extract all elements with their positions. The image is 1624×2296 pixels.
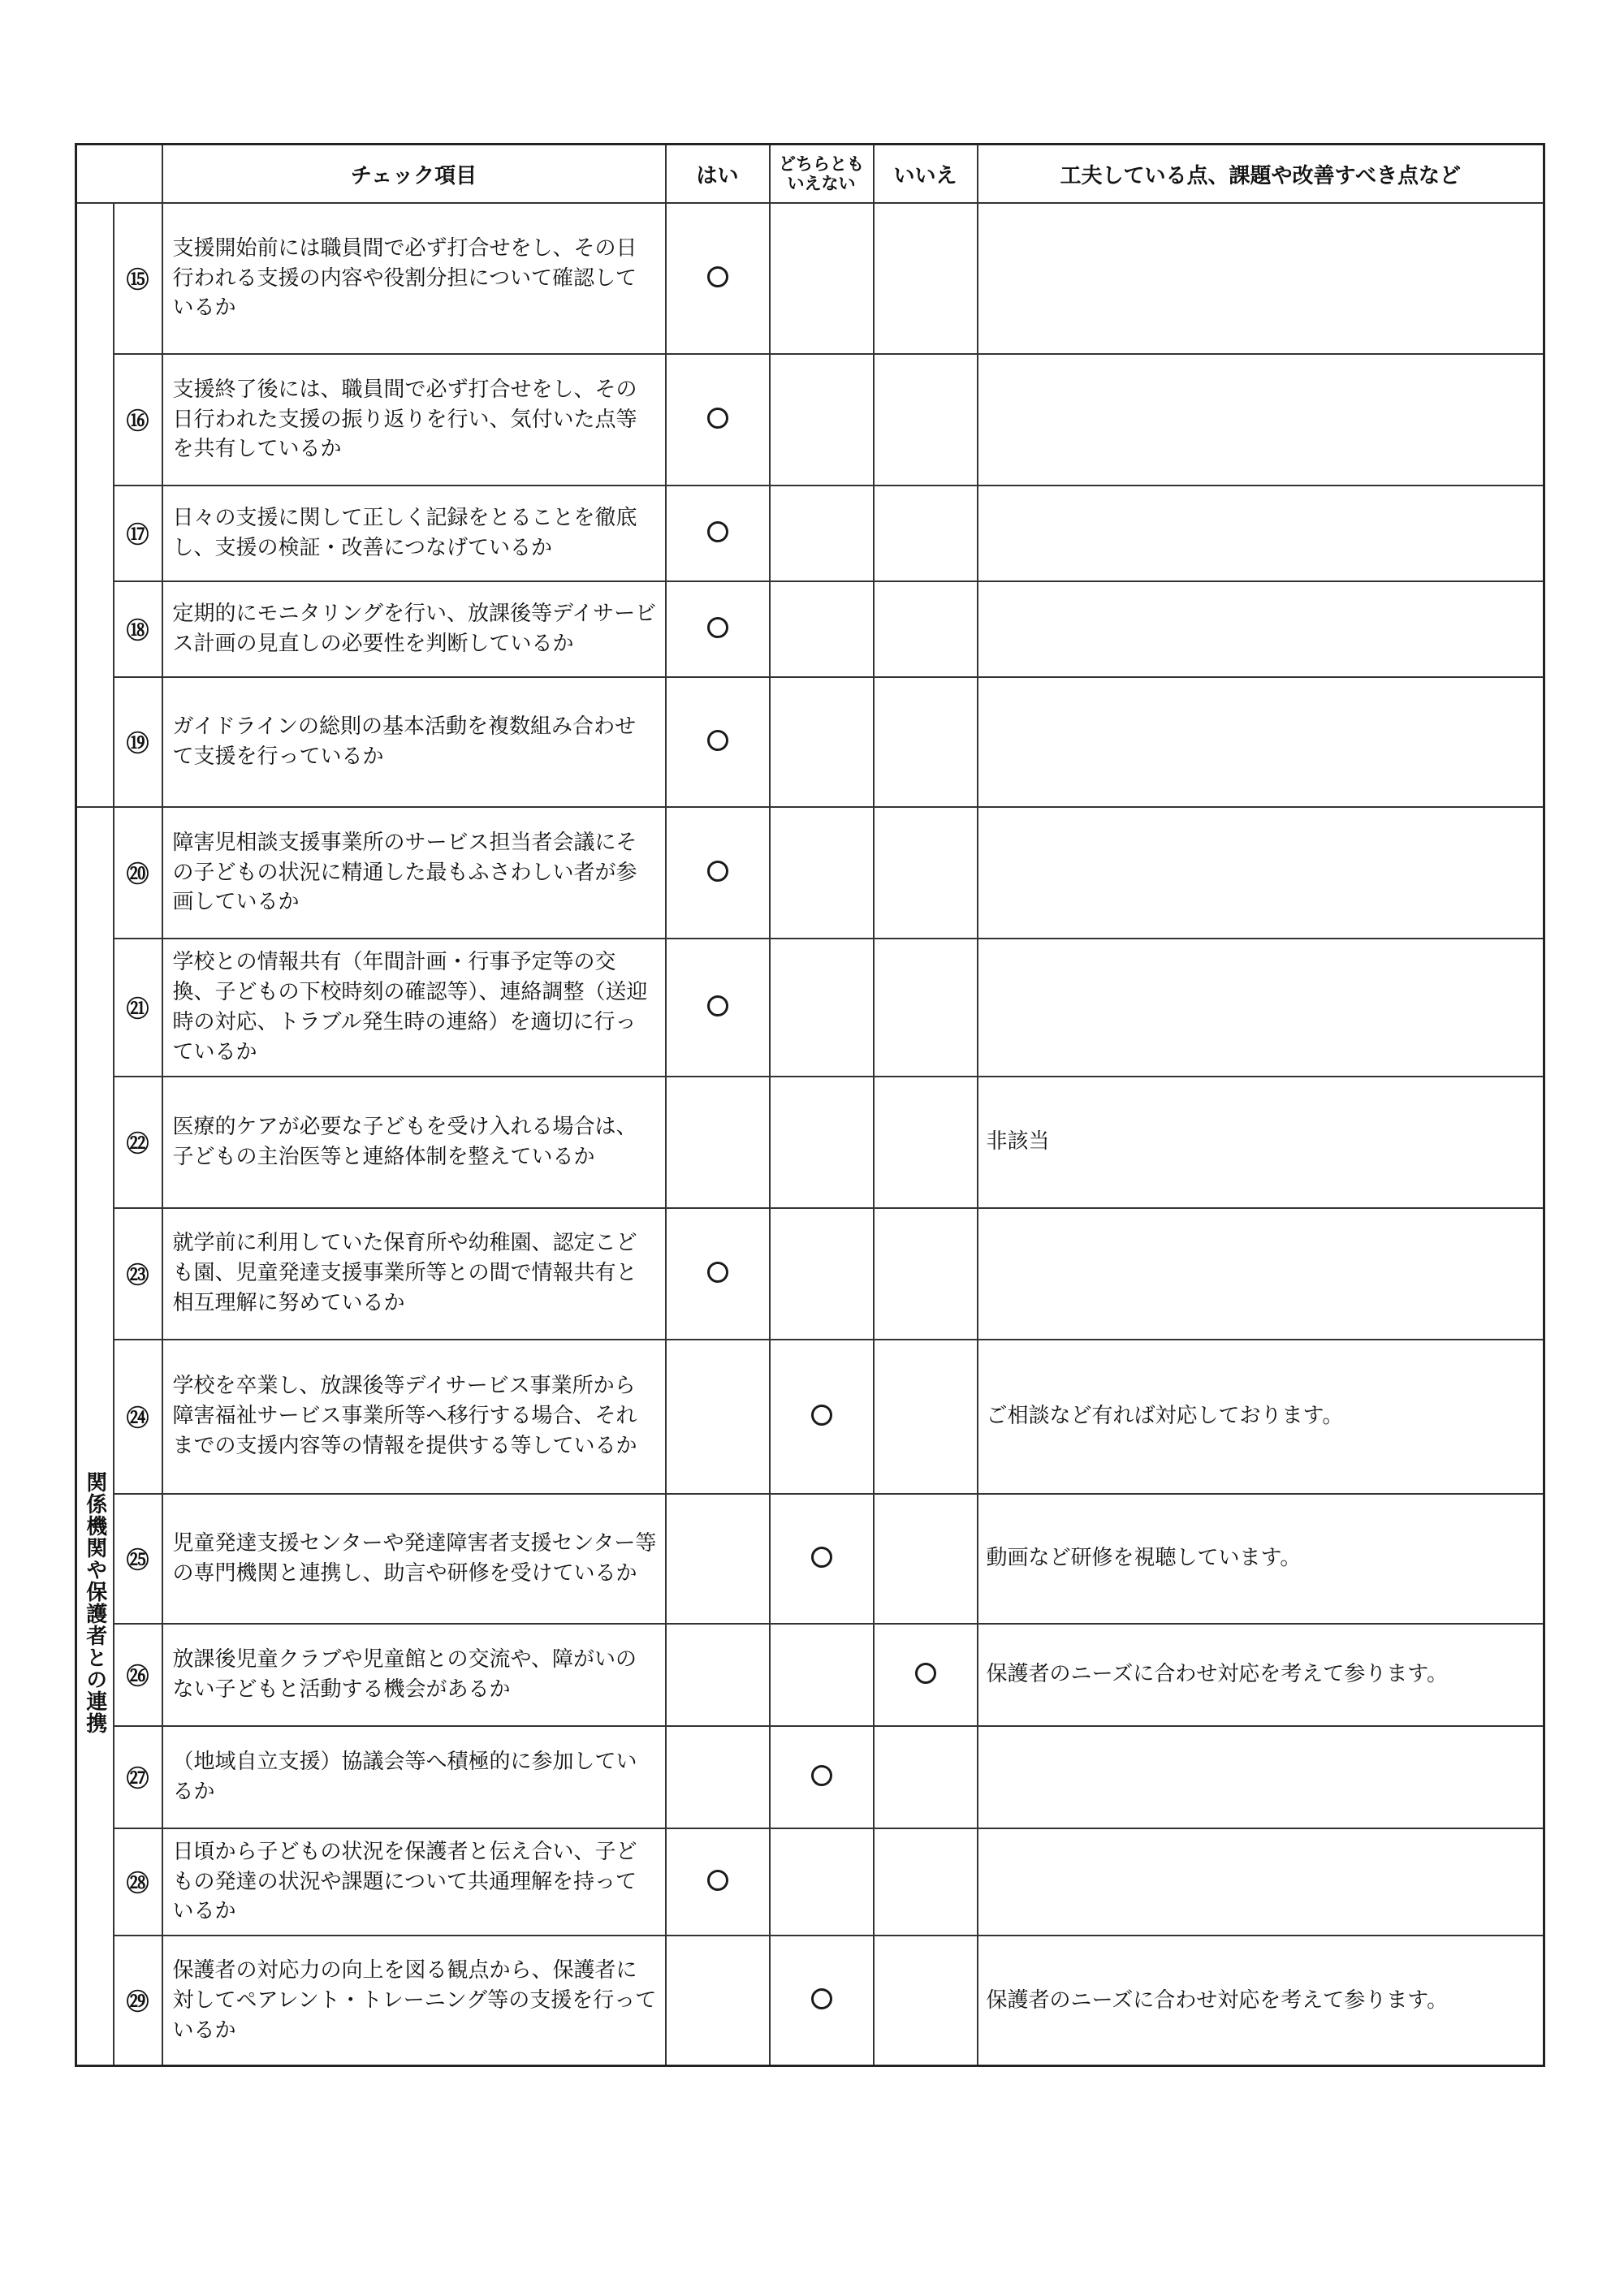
circle-mark-icon [915,1663,936,1684]
item-number: ㉓ [114,1208,162,1340]
comment-cell: 非該当 [978,1077,1544,1208]
answer-neutral-cell [770,203,874,354]
circle-mark-icon [707,730,728,751]
item-number: ⑰ [114,486,162,581]
item-text: 医療的ケアが必要な子どもを受け入れる場合は、子どもの主治医等と連絡体制を整えているか [162,1077,666,1208]
table-row [76,677,1544,807]
item-number: ㉖ [114,1624,162,1726]
table-row [76,1936,1544,2065]
checklist-table [75,143,1545,2067]
answer-neutral-cell [770,677,874,807]
header-blank-cell [76,145,162,204]
header-no: いいえ [874,145,978,204]
answer-no-cell [874,1828,978,1936]
item-text: ガイドラインの総則の基本活動を複数組み合わせて支援を行っているか [162,677,666,807]
item-text: 児童発達支援センターや発達障害者支援センター等の専門機関と連携し、助言や研修を受けているか [162,1494,666,1624]
answer-no-cell [874,354,978,486]
table-row [76,1340,1544,1494]
answer-no-cell [874,1077,978,1208]
answer-no-cell [874,1340,978,1494]
item-number: ㉙ [114,1936,162,2065]
table-row [76,1077,1544,1208]
header-comment: 工夫している点、課題や改善すべき点など [978,145,1544,204]
item-number: ⑯ [114,354,162,486]
table-row [76,1624,1544,1726]
item-text: （地域自立支援）協議会等へ積極的に参加しているか [162,1726,666,1828]
answer-no-cell [874,1936,978,2065]
item-number: ㉗ [114,1726,162,1828]
section-cell [76,203,114,807]
answer-no-cell [874,1494,978,1624]
circle-mark-icon [707,521,728,542]
item-text: 学校との情報共有（年間計画・行事予定等の交換、子どもの下校時刻の確認等）、連絡調整（送迎時の対応、トラブル発生時の連絡）を適切に行っているか [162,939,666,1077]
item-text: 放課後児童クラブや児童館との交流や、障がいのない子どもと活動する機会があるか [162,1624,666,1726]
table-row [76,939,1544,1077]
answer-neutral-cell [770,1494,874,1624]
item-text: 学校を卒業し、放課後等デイサービス事業所から障害福祉サービス事業所等へ移行する場合、それまでの支援内容等の情報を提供する等しているか [162,1340,666,1494]
table-row [76,1208,1544,1340]
comment-cell: 保護者のニーズに合わせ対応を考えて参ります。 [978,1624,1544,1726]
answer-yes-cell [666,677,770,807]
table-row [76,807,1544,939]
table-row [76,203,1544,354]
item-number: ⑳ [114,807,162,939]
item-number: ㉑ [114,939,162,1077]
table-body [76,203,1544,2065]
comment-cell [978,354,1544,486]
comment-cell: 動画など研修を視聴しています。 [978,1494,1544,1624]
item-text: 日頃から子どもの状況を保護者と伝え合い、子どもの発達の状況や課題について共通理解を持っているか [162,1828,666,1936]
answer-yes-cell [666,1077,770,1208]
item-text: 日々の支援に関して正しく記録をとることを徹底し、支援の検証・改善につなげているか [162,486,666,581]
table-row [76,354,1544,486]
answer-neutral-cell [770,486,874,581]
comment-cell [978,486,1544,581]
item-number: ㉒ [114,1077,162,1208]
circle-mark-icon [707,1262,728,1283]
comment-cell [978,939,1544,1077]
answer-neutral-cell [770,1726,874,1828]
answer-yes-cell [666,203,770,354]
comment-cell [978,807,1544,939]
answer-neutral-cell [770,581,874,677]
answer-yes-cell [666,1624,770,1726]
circle-mark-icon [707,266,728,287]
item-text: 支援開始前には職員間で必ず打合せをし、その日行われる支援の内容や役割分担について確認しているか [162,203,666,354]
answer-neutral-cell [770,1077,874,1208]
comment-cell [978,203,1544,354]
circle-mark-icon [811,1765,832,1786]
answer-yes-cell [666,1828,770,1936]
item-number: ㉔ [114,1340,162,1494]
item-number: ㉘ [114,1828,162,1936]
answer-yes-cell [666,581,770,677]
comment-cell [978,1726,1544,1828]
answer-neutral-cell [770,1340,874,1494]
answer-yes-cell [666,1726,770,1828]
answer-no-cell [874,1208,978,1340]
answer-yes-cell [666,1340,770,1494]
answer-no-cell [874,807,978,939]
answer-no-cell [874,1726,978,1828]
table-row [76,1828,1544,1936]
answer-yes-cell [666,486,770,581]
table-row [76,486,1544,581]
answer-neutral-cell [770,1936,874,2065]
item-number: ⑮ [114,203,162,354]
answer-yes-cell [666,1936,770,2065]
circle-mark-icon [707,617,728,638]
comment-cell [978,581,1544,677]
item-text: 障害児相談支援事業所のサービス担当者会議にその子どもの状況に精通した最もふさわしい者が参画しているか [162,807,666,939]
item-number: ⑱ [114,581,162,677]
header-item: チェック項目 [162,145,666,204]
section-cell [76,807,114,2065]
answer-yes-cell [666,1208,770,1340]
table-row [76,581,1544,677]
answer-yes-cell [666,354,770,486]
answer-no-cell [874,1624,978,1726]
answer-yes-cell [666,939,770,1077]
answer-no-cell [874,486,978,581]
answer-no-cell [874,939,978,1077]
header-yes: はい [666,145,770,204]
header-neutral: どちらとも いえない [770,145,874,204]
answer-no-cell [874,581,978,677]
answer-yes-cell [666,807,770,939]
circle-mark-icon [811,1988,832,2009]
answer-no-cell [874,677,978,807]
item-number: ㉕ [114,1494,162,1624]
section-label-second: 関係機関や保護者との連携 [82,1470,107,1734]
item-number: ⑲ [114,677,162,807]
answer-yes-cell [666,1494,770,1624]
item-text: 保護者の対応力の向上を図る観点から、保護者に対してペアレント・トレーニング等の支援を行っているか [162,1936,666,2065]
comment-cell [978,1828,1544,1936]
comment-cell [978,1208,1544,1340]
table-row [76,1494,1544,1624]
item-text: 支援終了後には、職員間で必ず打合せをし、その日行われた支援の振り返りを行い、気付いた点等を共有しているか [162,354,666,486]
answer-neutral-cell [770,1828,874,1936]
item-text: 就学前に利用していた保育所や幼稚園、認定こども園、児童発達支援事業所等との間で情報共有と相互理解に努めているか [162,1208,666,1340]
evaluation-sheet [75,143,1543,2067]
comment-cell: ご相談など有れば対応しております。 [978,1340,1544,1494]
answer-neutral-cell [770,1624,874,1726]
circle-mark-icon [707,1870,728,1891]
answer-neutral-cell [770,939,874,1077]
answer-neutral-cell [770,1208,874,1340]
comment-cell: 保護者のニーズに合わせ対応を考えて参ります。 [978,1936,1544,2065]
answer-neutral-cell [770,354,874,486]
answer-neutral-cell [770,807,874,939]
table-row [76,1726,1544,1828]
circle-mark-icon [811,1405,832,1426]
comment-cell [978,677,1544,807]
table-header [76,145,1544,204]
circle-mark-icon [707,861,728,882]
circle-mark-icon [707,408,728,429]
item-text: 定期的にモニタリングを行い、放課後等デイサービス計画の見直しの必要性を判断しているか [162,581,666,677]
circle-mark-icon [811,1547,832,1568]
circle-mark-icon [707,995,728,1016]
answer-no-cell [874,203,978,354]
